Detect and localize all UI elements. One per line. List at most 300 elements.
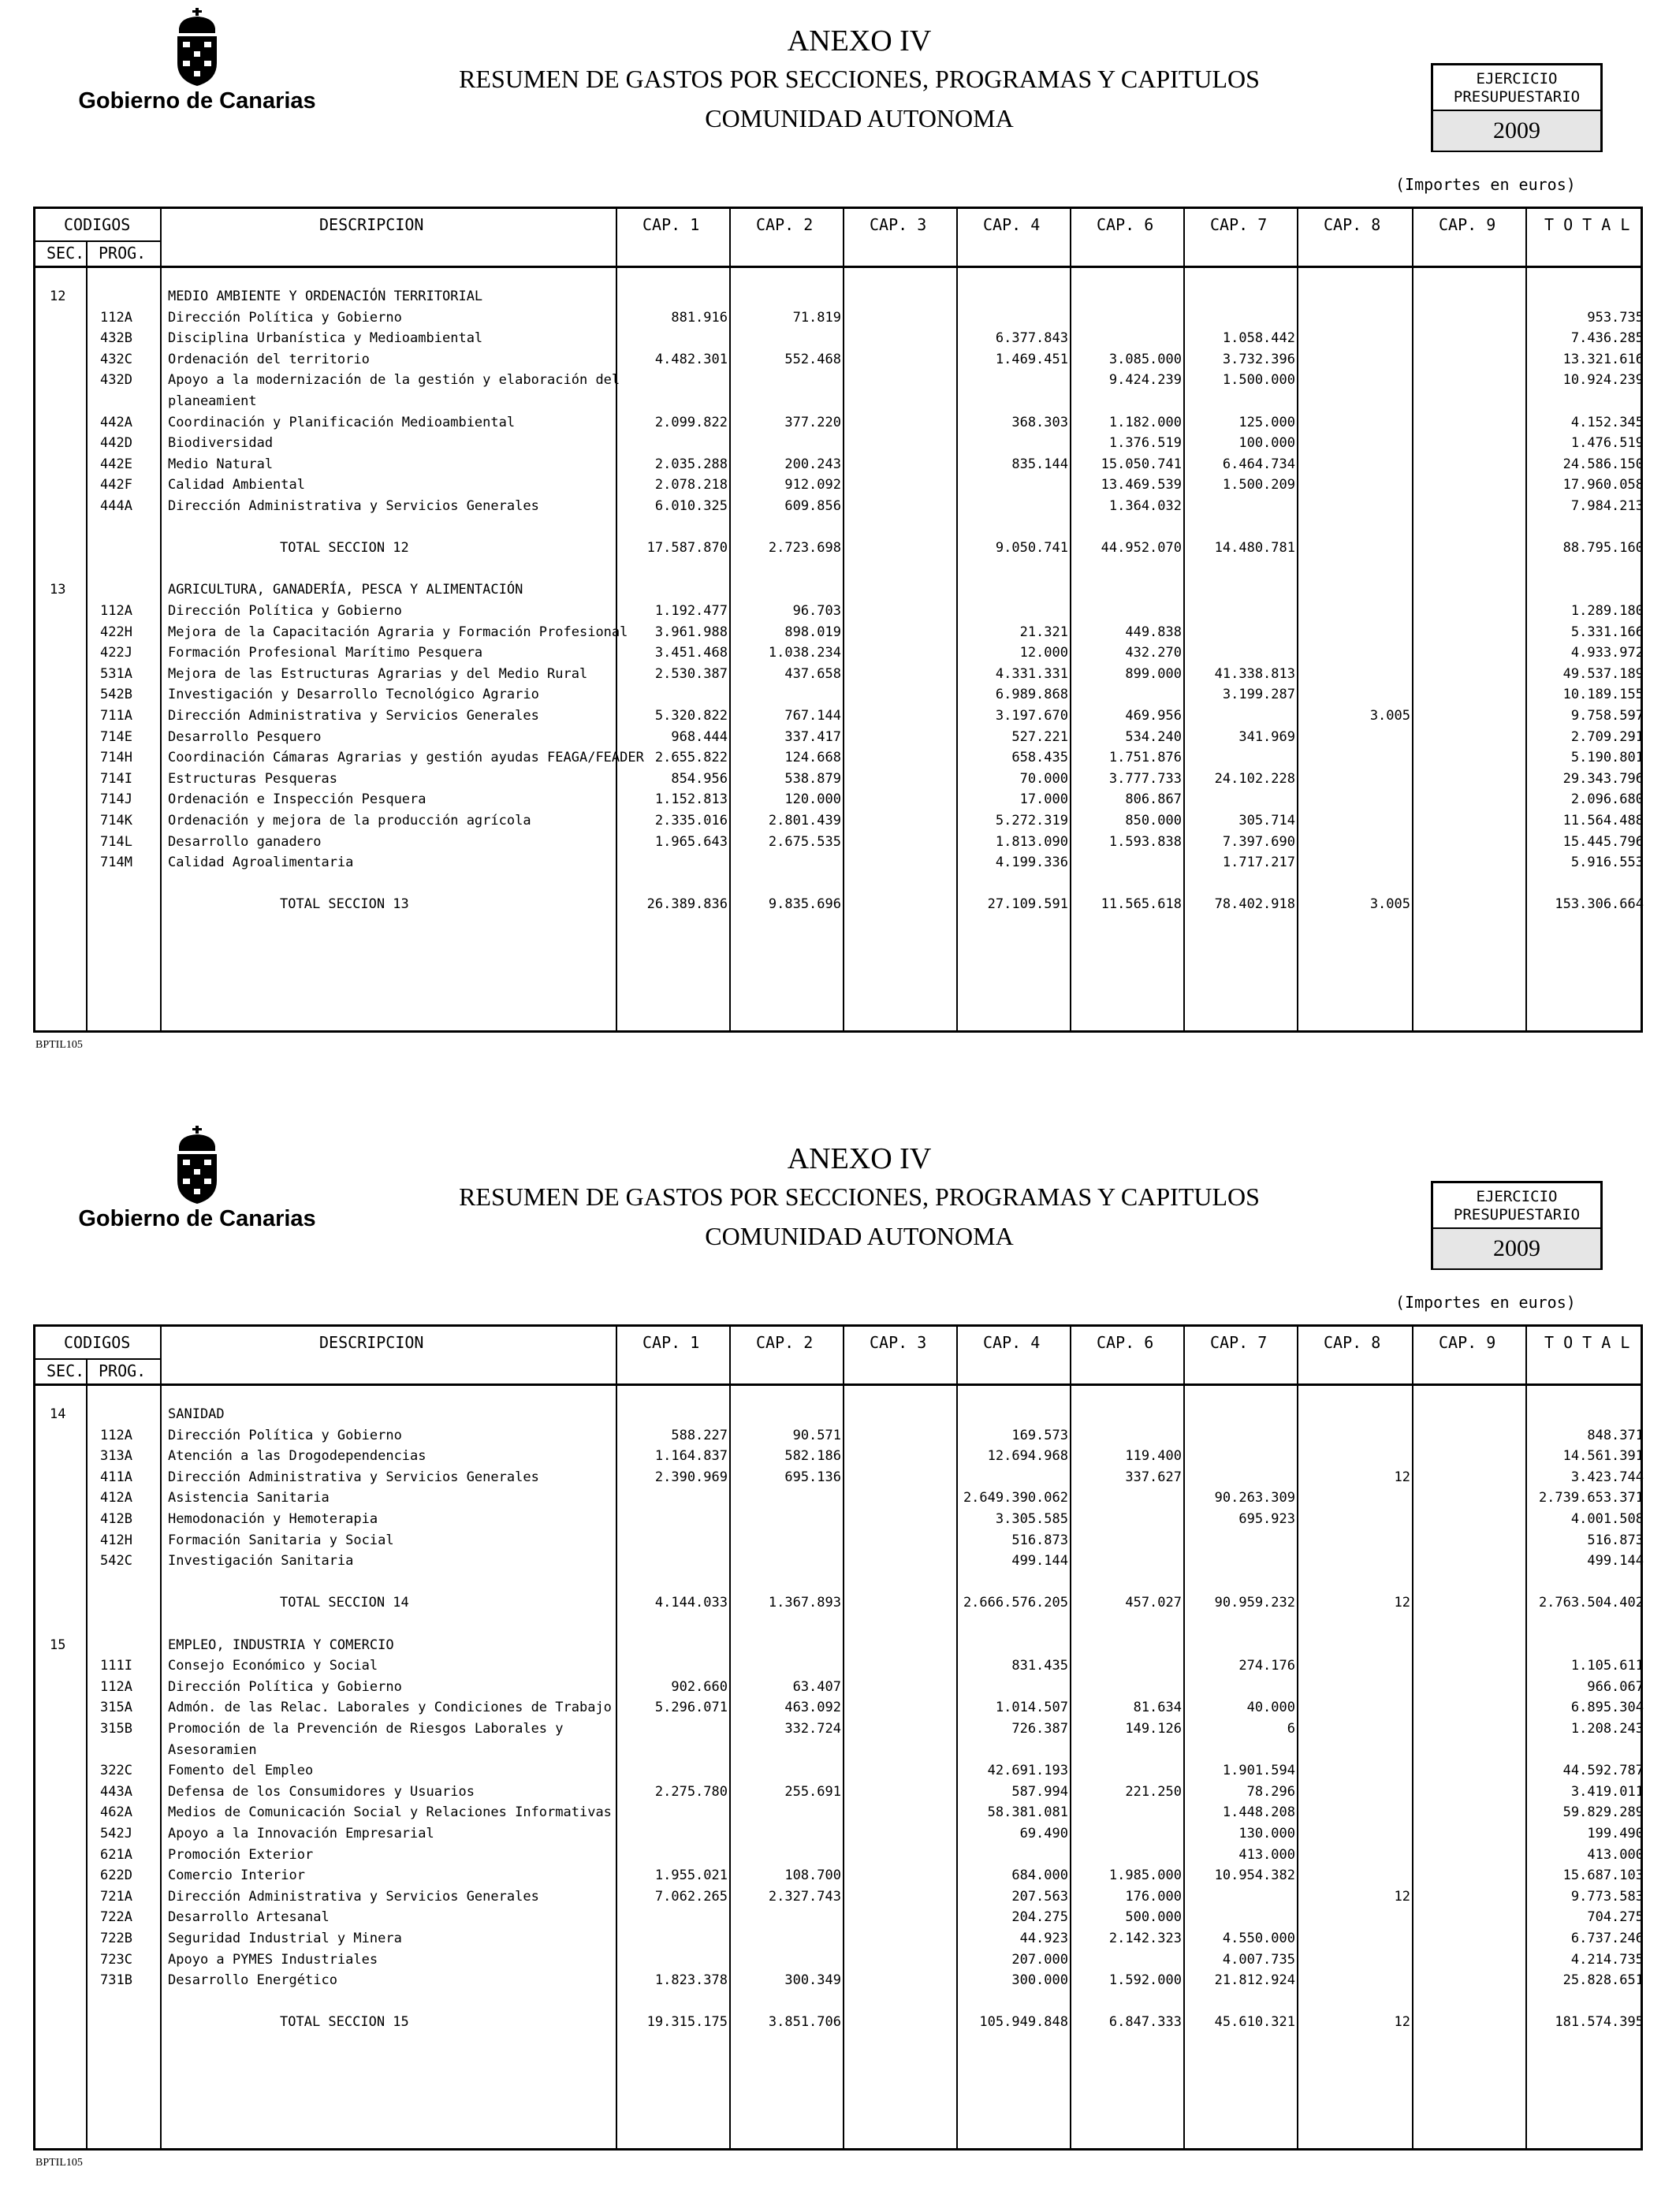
amount-total: 1.105.611 bbox=[1570, 1658, 1644, 1674]
col-header-cap6: CAP. 6 bbox=[1097, 215, 1154, 234]
table-row bbox=[35, 517, 1641, 538]
amount-total: 953.735 bbox=[1587, 309, 1644, 326]
col-header-cap6: CAP. 6 bbox=[1097, 1333, 1154, 1352]
table-row bbox=[35, 1488, 1644, 1508]
col-header-prog: PROG. bbox=[99, 1361, 147, 1380]
table-row bbox=[35, 622, 1644, 642]
col-header-cap1: CAP. 1 bbox=[642, 1333, 700, 1352]
amount-cap1: 5.320.822 bbox=[654, 708, 728, 724]
org-name: Gobierno de Canarias bbox=[78, 88, 316, 114]
description: Comercio Interior bbox=[168, 1868, 305, 1884]
program-code: 721A bbox=[100, 1888, 132, 1905]
col-header-descripcion: DESCRIPCION bbox=[319, 215, 424, 234]
description: Formación Sanitaria y Social bbox=[168, 1532, 394, 1548]
program-code: 444A bbox=[100, 498, 132, 514]
amount-cap7: 21.812.924 bbox=[1214, 1972, 1295, 1989]
description: Promoción Exterior bbox=[168, 1846, 314, 1863]
amount-cap4: 516.873 bbox=[1011, 1532, 1068, 1548]
amount-cap2: 2.723.698 bbox=[768, 540, 841, 557]
table-row bbox=[35, 559, 1641, 579]
program-code: 442F bbox=[100, 477, 132, 493]
amount-total: 516.873 bbox=[1587, 1532, 1644, 1548]
amount-cap6: 15.050.741 bbox=[1101, 456, 1182, 472]
amount-cap8: 3.005 bbox=[1369, 708, 1410, 724]
amount-cap6: 500.000 bbox=[1125, 1909, 1182, 1926]
amount-cap4: 2.649.390.062 bbox=[963, 1490, 1068, 1506]
amount-cap6: 1.751.876 bbox=[1108, 750, 1182, 766]
col-header-cap7: CAP. 7 bbox=[1210, 1333, 1268, 1352]
table-row bbox=[35, 1740, 1641, 1760]
amount-cap4: 105.949.848 bbox=[979, 2014, 1068, 2031]
program-code: 622D bbox=[100, 1868, 132, 1884]
col-header-cap4: CAP. 4 bbox=[983, 215, 1041, 234]
amount-total: 413.000 bbox=[1587, 1846, 1644, 1863]
amount-total: 153.306.664 bbox=[1555, 896, 1644, 913]
col-header-total: T O T A L bbox=[1544, 1333, 1630, 1352]
amount-cap1: 3.451.468 bbox=[654, 645, 728, 661]
amount-cap4: 3.305.585 bbox=[995, 1511, 1068, 1527]
program-code: 542B bbox=[100, 687, 132, 703]
amount-cap4: 1.813.090 bbox=[995, 833, 1068, 850]
program-code: 411A bbox=[100, 1469, 132, 1485]
program-code: 112A bbox=[100, 1678, 132, 1695]
annex-title: ANEXO IV bbox=[787, 24, 932, 58]
description: Coordinación y Planificación Medioambiental bbox=[168, 414, 516, 430]
amount-cap4: 169.573 bbox=[1011, 1427, 1068, 1443]
amount-cap2: 108.700 bbox=[784, 1868, 841, 1884]
description: Seguridad Industrial y Minera bbox=[168, 1931, 402, 1946]
amount-total: 181.574.395 bbox=[1555, 2014, 1644, 2031]
amount-cap4: 204.275 bbox=[1011, 1909, 1068, 1926]
amount-cap7: 4.550.000 bbox=[1222, 1931, 1295, 1946]
col-header-cap7: CAP. 7 bbox=[1210, 215, 1268, 234]
amount-cap1: 3.961.988 bbox=[654, 624, 728, 640]
amount-cap2: 582.186 bbox=[784, 1448, 841, 1465]
program-code: 714K bbox=[100, 813, 132, 829]
fiscal-year-label: EJERCICIO PRESUPUESTARIO bbox=[1433, 1183, 1600, 1229]
report-entity: COMUNIDAD AUTONOMA bbox=[705, 104, 1014, 132]
fiscal-year-value: 2009 bbox=[1433, 111, 1600, 151]
table-total-row bbox=[35, 1592, 1644, 1613]
amount-cap6: 13.469.539 bbox=[1101, 477, 1182, 493]
description: Desarrollo ganadero bbox=[168, 833, 322, 850]
amount-cap1: 2.335.016 bbox=[654, 813, 728, 829]
amount-total: 10.189.155 bbox=[1562, 687, 1644, 703]
header-divider bbox=[35, 1383, 1641, 1386]
amount-cap4: 368.303 bbox=[1011, 414, 1068, 430]
table-total-row bbox=[35, 894, 1644, 914]
amount-cap6: 899.000 bbox=[1125, 665, 1182, 682]
table-row bbox=[35, 1949, 1644, 1970]
table-row bbox=[35, 1845, 1644, 1865]
fiscal-year-value: 2009 bbox=[1433, 1229, 1600, 1268]
amount-cap1: 1.955.021 bbox=[654, 1868, 728, 1884]
amount-cap1: 2.275.780 bbox=[654, 1783, 728, 1800]
description: Defensa de los Consumidores y Usuarios bbox=[168, 1783, 475, 1800]
amount-total: 44.592.787 bbox=[1562, 1763, 1644, 1779]
description: Biodiversidad bbox=[168, 435, 274, 452]
amount-cap2: 124.668 bbox=[784, 750, 841, 766]
amount-cap4: 9.050.741 bbox=[995, 540, 1068, 557]
program-code: 313A bbox=[100, 1448, 132, 1465]
description: Consejo Económico y Social bbox=[168, 1658, 378, 1674]
report-page bbox=[0, 1118, 1676, 2212]
section-code: 13 bbox=[50, 582, 66, 598]
amount-cap2: 437.658 bbox=[784, 665, 841, 682]
amount-cap4: 2.666.576.205 bbox=[963, 1595, 1068, 1611]
amount-cap4: 27.109.591 bbox=[987, 896, 1068, 913]
table-row bbox=[35, 328, 1644, 348]
amount-cap1: 881.916 bbox=[671, 309, 728, 326]
amount-total: 3.423.744 bbox=[1570, 1469, 1644, 1485]
table-row bbox=[35, 1404, 1641, 1424]
amount-cap7: 1.500.209 bbox=[1222, 477, 1295, 493]
description: Coordinación Cámaras Agrarias y gestión ayudas FEAGA/FEADER bbox=[168, 750, 644, 766]
amount-cap6: 149.126 bbox=[1125, 1721, 1182, 1737]
report-page bbox=[0, 0, 1676, 1094]
description: Desarrollo Energético bbox=[168, 1972, 337, 1989]
description: Asesoramien bbox=[168, 1741, 257, 1758]
table-row bbox=[35, 391, 1641, 411]
amount-total: 5.190.801 bbox=[1570, 750, 1644, 766]
amount-total: 4.214.735 bbox=[1570, 1951, 1644, 1968]
amount-cap2: 120.000 bbox=[784, 791, 841, 808]
amount-total: 7.984.213 bbox=[1570, 498, 1644, 514]
amount-cap2: 2.327.743 bbox=[768, 1888, 841, 1905]
program-code: 714M bbox=[100, 855, 132, 871]
col-header-descripcion: DESCRIPCION bbox=[319, 1333, 424, 1352]
amount-cap4: 44.923 bbox=[1019, 1931, 1068, 1946]
table-row bbox=[35, 433, 1644, 453]
col-header-cap1: CAP. 1 bbox=[642, 215, 700, 234]
amount-total: 15.687.103 bbox=[1562, 1868, 1644, 1884]
table-row bbox=[35, 1635, 1641, 1655]
amount-cap4: 5.272.319 bbox=[995, 813, 1068, 829]
amount-cap7: 78.402.918 bbox=[1214, 896, 1295, 913]
amount-cap6: 449.838 bbox=[1125, 624, 1182, 640]
program-code: 542J bbox=[100, 1826, 132, 1841]
amount-cap7: 695.923 bbox=[1238, 1511, 1295, 1527]
report-subtitle: RESUMEN DE GASTOS POR SECCIONES, PROGRAMAS Y CAPITULOS bbox=[459, 1182, 1260, 1211]
org-name: Gobierno de Canarias bbox=[78, 1206, 316, 1231]
table-row bbox=[35, 1823, 1644, 1844]
table-row bbox=[35, 832, 1644, 852]
program-code: 112A bbox=[100, 309, 132, 326]
amount-cap1: 1.152.813 bbox=[654, 791, 728, 808]
col-header-cap2: CAP. 2 bbox=[756, 215, 814, 234]
amount-cap7: 3.199.287 bbox=[1222, 687, 1295, 703]
col-header-cap2: CAP. 2 bbox=[756, 1333, 814, 1352]
description: Formación Profesional Marítimo Pesquera bbox=[168, 645, 483, 661]
table-row bbox=[35, 349, 1644, 370]
section-code: 15 bbox=[50, 1637, 66, 1653]
amount-cap4: 835.144 bbox=[1011, 456, 1068, 472]
amount-cap6: 44.952.070 bbox=[1101, 540, 1182, 557]
amount-total: 13.321.616 bbox=[1562, 351, 1644, 367]
amount-cap1: 1.164.837 bbox=[654, 1448, 728, 1465]
amount-cap7: 45.610.321 bbox=[1214, 2014, 1295, 2031]
amount-cap4: 499.144 bbox=[1011, 1553, 1068, 1570]
amount-total: 2.709.291 bbox=[1570, 728, 1644, 745]
description: Calidad Agroalimentaria bbox=[168, 855, 354, 871]
description: Ordenación e Inspección Pesquera bbox=[168, 791, 426, 808]
amount-cap6: 9.424.239 bbox=[1108, 372, 1182, 389]
col-header-cap9: CAP. 9 bbox=[1439, 1333, 1496, 1352]
amount-cap7: 41.338.813 bbox=[1214, 665, 1295, 682]
program-code: 412H bbox=[100, 1532, 132, 1548]
table-row bbox=[35, 496, 1644, 516]
amount-cap7: 1.448.208 bbox=[1222, 1804, 1295, 1821]
amount-cap7: 10.954.382 bbox=[1214, 1868, 1295, 1884]
amount-cap2: 71.819 bbox=[792, 309, 841, 326]
table-row bbox=[35, 1655, 1644, 1676]
codigos-divider bbox=[35, 240, 160, 242]
table-row bbox=[35, 1697, 1644, 1718]
amount-total: 2.763.504.402 bbox=[1538, 1595, 1644, 1611]
program-code: 442E bbox=[100, 456, 132, 472]
amount-cap7: 40.000 bbox=[1246, 1700, 1295, 1716]
col-header-codigos: CODIGOS bbox=[64, 215, 131, 234]
amount-cap6: 3.777.733 bbox=[1108, 770, 1182, 787]
table-row bbox=[35, 412, 1644, 433]
amount-cap7: 78.296 bbox=[1246, 1783, 1295, 1800]
section-code: 14 bbox=[50, 1406, 66, 1422]
table-row bbox=[35, 706, 1644, 726]
description: Dirección Política y Gobierno bbox=[168, 603, 402, 619]
amount-total: 88.795.160 bbox=[1562, 540, 1644, 557]
amount-cap1: 26.389.836 bbox=[646, 896, 728, 913]
amount-cap4: 6.377.843 bbox=[995, 330, 1068, 347]
amount-cap6: 176.000 bbox=[1125, 1888, 1182, 1905]
description: Asistencia Sanitaria bbox=[168, 1490, 330, 1506]
description: Investigación Sanitaria bbox=[168, 1553, 354, 1570]
amount-cap6: 806.867 bbox=[1125, 791, 1182, 808]
amount-cap8: 3.005 bbox=[1369, 896, 1410, 913]
amount-cap1: 5.296.071 bbox=[654, 1700, 728, 1716]
program-code: 443A bbox=[100, 1783, 132, 1800]
description: TOTAL SECCION 13 bbox=[280, 896, 409, 913]
amount-total: 29.343.796 bbox=[1562, 770, 1644, 787]
amount-total: 199.490 bbox=[1587, 1826, 1644, 1841]
table-row bbox=[35, 873, 1641, 894]
amount-cap8: 12 bbox=[1394, 2014, 1410, 2031]
program-code: 714E bbox=[100, 728, 132, 745]
amount-cap4: 12.000 bbox=[1019, 645, 1068, 661]
amount-cap7: 6.464.734 bbox=[1222, 456, 1295, 472]
table-row bbox=[35, 664, 1644, 684]
table-row bbox=[35, 601, 1644, 621]
description: Disciplina Urbanística y Medioambiental bbox=[168, 330, 483, 347]
table-row bbox=[35, 1719, 1644, 1739]
amount-cap8: 12 bbox=[1394, 1469, 1410, 1485]
program-code: 723C bbox=[100, 1951, 132, 1968]
col-header-codigos: CODIGOS bbox=[64, 1333, 131, 1352]
table-row bbox=[35, 1760, 1644, 1781]
amount-cap2: 255.691 bbox=[784, 1783, 841, 1800]
amount-total: 25.828.651 bbox=[1562, 1972, 1644, 1989]
description: Dirección Política y Gobierno bbox=[168, 309, 402, 326]
units-note: (Importes en euros) bbox=[1395, 1293, 1576, 1312]
description: EMPLEO, INDUSTRIA Y COMERCIO bbox=[168, 1637, 394, 1653]
description: TOTAL SECCION 12 bbox=[280, 540, 409, 557]
amount-total: 3.419.011 bbox=[1570, 1783, 1644, 1800]
col-header-cap4: CAP. 4 bbox=[983, 1333, 1041, 1352]
amount-cap7: 7.397.690 bbox=[1222, 833, 1295, 850]
amount-cap6: 432.270 bbox=[1125, 645, 1182, 661]
amount-cap2: 552.468 bbox=[784, 351, 841, 367]
table-row bbox=[35, 579, 1641, 600]
amount-cap6: 1.592.000 bbox=[1108, 1972, 1182, 1989]
amount-cap4: 527.221 bbox=[1011, 728, 1068, 745]
program-code: 621A bbox=[100, 1846, 132, 1863]
table-row bbox=[35, 1677, 1644, 1697]
amount-cap6: 337.627 bbox=[1125, 1469, 1182, 1485]
table-row bbox=[35, 642, 1644, 663]
table-row bbox=[35, 1551, 1644, 1571]
amount-cap1: 17.587.870 bbox=[646, 540, 728, 557]
program-code: 111I bbox=[100, 1658, 132, 1674]
amount-total: 4.152.345 bbox=[1570, 414, 1644, 430]
description: planeamient bbox=[168, 393, 257, 409]
table-row bbox=[35, 1907, 1644, 1927]
table-row bbox=[35, 684, 1644, 705]
description: SANIDAD bbox=[168, 1406, 225, 1422]
amount-cap2: 300.349 bbox=[784, 1972, 841, 1989]
program-code: 112A bbox=[100, 1427, 132, 1443]
program-code: 422H bbox=[100, 624, 132, 640]
amount-cap6: 2.142.323 bbox=[1108, 1931, 1182, 1946]
amount-cap6: 1.593.838 bbox=[1108, 833, 1182, 850]
table-row bbox=[35, 1928, 1644, 1949]
amount-total: 5.331.166 bbox=[1570, 624, 1644, 640]
section-code: 12 bbox=[50, 289, 66, 304]
program-code: 432B bbox=[100, 330, 132, 347]
description: Dirección Política y Gobierno bbox=[168, 1678, 402, 1695]
table-row bbox=[35, 1425, 1644, 1446]
expenses-table bbox=[33, 207, 1643, 1033]
amount-cap7: 90.959.232 bbox=[1214, 1595, 1295, 1611]
report-entity: COMUNIDAD AUTONOMA bbox=[705, 1222, 1014, 1250]
col-header-cap8: CAP. 8 bbox=[1324, 215, 1381, 234]
amount-cap6: 1.985.000 bbox=[1108, 1868, 1182, 1884]
description: Mejora de la Capacitación Agraria y Formación Profesional bbox=[168, 624, 628, 640]
amount-cap1: 2.078.218 bbox=[654, 477, 728, 493]
amount-total: 17.960.058 bbox=[1562, 477, 1644, 493]
amount-total: 499.144 bbox=[1587, 1553, 1644, 1570]
table-row bbox=[35, 370, 1644, 390]
fiscal-year-box bbox=[1431, 1181, 1603, 1270]
description: Dirección Administrativa y Servicios Generales bbox=[168, 708, 539, 724]
program-code: 531A bbox=[100, 665, 132, 682]
amount-cap7: 1.500.000 bbox=[1222, 372, 1295, 389]
amount-cap1: 2.035.288 bbox=[654, 456, 728, 472]
amount-cap1: 2.530.387 bbox=[654, 665, 728, 682]
table-row bbox=[35, 1802, 1644, 1823]
amount-cap2: 609.856 bbox=[784, 498, 841, 514]
amount-cap2: 898.019 bbox=[784, 624, 841, 640]
program-code: 412B bbox=[100, 1511, 132, 1527]
amount-cap7: 4.007.735 bbox=[1222, 1951, 1295, 1968]
amount-cap1: 2.655.822 bbox=[654, 750, 728, 766]
program-code: 315B bbox=[100, 1721, 132, 1737]
amount-cap2: 377.220 bbox=[784, 414, 841, 430]
description: Investigación y Desarrollo Tecnológico Agrario bbox=[168, 687, 539, 703]
amount-total: 4.001.508 bbox=[1570, 1511, 1644, 1527]
amount-cap4: 726.387 bbox=[1011, 1721, 1068, 1737]
amount-cap7: 130.000 bbox=[1238, 1826, 1295, 1841]
amount-cap4: 21.321 bbox=[1019, 624, 1068, 640]
table-row bbox=[35, 286, 1641, 307]
amount-total: 59.829.289 bbox=[1562, 1804, 1644, 1821]
description: Dirección Administrativa y Servicios Generales bbox=[168, 498, 539, 514]
amount-cap4: 4.199.336 bbox=[995, 855, 1068, 871]
amount-cap1: 1.192.477 bbox=[654, 603, 728, 619]
coat-of-arms-icon bbox=[169, 8, 225, 87]
amount-cap1: 19.315.175 bbox=[646, 2014, 728, 2031]
table-row bbox=[35, 1509, 1644, 1529]
program-code: 315A bbox=[100, 1700, 132, 1716]
table-row bbox=[35, 810, 1644, 831]
description: TOTAL SECCION 14 bbox=[280, 1595, 409, 1611]
description: Medio Natural bbox=[168, 456, 274, 472]
description: Ordenación del territorio bbox=[168, 351, 370, 367]
amount-cap4: 70.000 bbox=[1019, 770, 1068, 787]
amount-cap2: 695.136 bbox=[784, 1469, 841, 1485]
amount-cap1: 4.144.033 bbox=[654, 1595, 728, 1611]
amount-cap7: 1.058.442 bbox=[1222, 330, 1295, 347]
description: Desarrollo Artesanal bbox=[168, 1909, 330, 1926]
program-code: 442D bbox=[100, 435, 132, 452]
description: MEDIO AMBIENTE Y ORDENACIÓN TERRITORIAL bbox=[168, 289, 483, 304]
amount-cap4: 587.994 bbox=[1011, 1783, 1068, 1800]
amount-cap8: 12 bbox=[1394, 1595, 1410, 1611]
program-code: 322C bbox=[100, 1763, 132, 1779]
amount-cap7: 341.969 bbox=[1238, 728, 1295, 745]
table-row bbox=[35, 1467, 1644, 1488]
amount-cap1: 1.965.643 bbox=[654, 833, 728, 850]
program-code: 711A bbox=[100, 708, 132, 724]
amount-cap4: 4.331.331 bbox=[995, 665, 1068, 682]
amount-cap2: 3.851.706 bbox=[768, 2014, 841, 2031]
program-code: 432C bbox=[100, 351, 132, 367]
amount-cap7: 413.000 bbox=[1238, 1846, 1295, 1863]
program-code: 542C bbox=[100, 1553, 132, 1570]
table-row bbox=[35, 1614, 1641, 1634]
amount-cap7: 1.717.217 bbox=[1222, 855, 1295, 871]
amount-total: 14.561.391 bbox=[1562, 1448, 1644, 1465]
amount-cap6: 1.182.000 bbox=[1108, 414, 1182, 430]
amount-cap2: 9.835.696 bbox=[768, 896, 841, 913]
amount-cap4: 684.000 bbox=[1011, 1868, 1068, 1884]
amount-cap6: 457.027 bbox=[1125, 1595, 1182, 1611]
report-subtitle: RESUMEN DE GASTOS POR SECCIONES, PROGRAMAS Y CAPITULOS bbox=[459, 65, 1260, 93]
amount-total: 11.564.488 bbox=[1562, 813, 1644, 829]
amount-cap4: 69.490 bbox=[1019, 1826, 1068, 1841]
table-row bbox=[35, 1530, 1644, 1551]
amount-cap1: 4.482.301 bbox=[654, 351, 728, 367]
table-row bbox=[35, 1970, 1644, 1990]
table-total-row bbox=[35, 538, 1644, 558]
amount-cap6: 119.400 bbox=[1125, 1448, 1182, 1465]
amount-cap2: 90.571 bbox=[792, 1427, 841, 1443]
amount-cap6: 3.085.000 bbox=[1108, 351, 1182, 367]
table-total-row bbox=[35, 2012, 1644, 2032]
amount-cap7: 305.714 bbox=[1238, 813, 1295, 829]
description: Hemodonación y Hemoterapia bbox=[168, 1511, 378, 1527]
amount-total: 9.758.597 bbox=[1570, 708, 1644, 724]
amount-cap6: 11.565.618 bbox=[1101, 896, 1182, 913]
amount-cap2: 463.092 bbox=[784, 1700, 841, 1716]
